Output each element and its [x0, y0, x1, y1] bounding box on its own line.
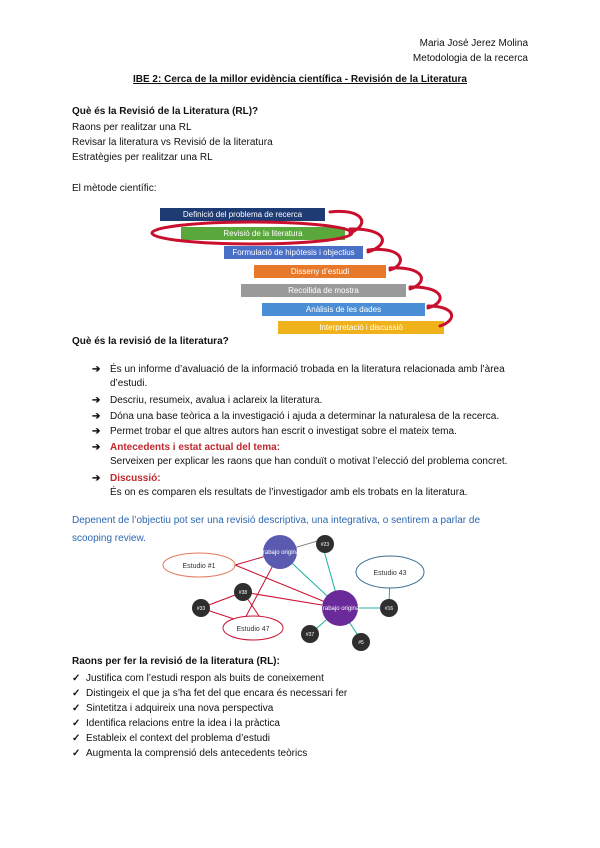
node-label: #38 — [238, 590, 248, 596]
method-step: Revisió de la literatura — [181, 227, 345, 240]
reasons-title: Raons per fer la revisió de la literatura (RL): — [72, 656, 280, 667]
author-block — [413, 36, 528, 66]
intro-item: Raons per realitzar una RL — [72, 122, 192, 133]
bullet-continuation: Serveixen per explicar les raons que han conduït o motivat l’elecció del problema concret. — [110, 456, 508, 467]
method-arrows — [140, 200, 460, 340]
reason-item: ✓ Sintetitza i adquireix una nova perspectiva — [72, 703, 274, 714]
node-label: #33 — [196, 606, 206, 612]
arrow-right-icon: ➔ — [92, 426, 101, 437]
reason-item: ✓ Estableix el context del problema d’estudi — [72, 733, 270, 744]
checkmark-icon: ✓ — [72, 748, 81, 759]
node-label: Trabajo original — [259, 550, 301, 556]
arrow-right-icon: ➔ — [92, 411, 101, 422]
node-label: Estudio #1 — [182, 563, 216, 570]
node-label: Estudio 43 — [373, 570, 407, 577]
arrow-right-icon: ➔ — [92, 364, 101, 375]
reason-item: ✓ Augmenta la comprensió dels antecedents teòrics — [72, 748, 308, 759]
arrow-right-icon: ➔ — [92, 473, 101, 484]
method-step: Definició del problema de recerca — [160, 208, 325, 221]
node-label: Trabajo original — [319, 606, 361, 612]
node-label: #37 — [305, 632, 315, 638]
author-name: Maria José Jerez Molina — [419, 38, 528, 49]
method-step: Disseny d’estudi — [254, 265, 386, 278]
checkmark-icon: ✓ — [72, 733, 81, 744]
document-title: IBE 2: Cerca de la millor evidència científica - Revisión de la Literatura — [132, 74, 467, 85]
arrow-right-icon: ➔ — [92, 395, 101, 406]
definition-bullet: ➔ Discussió: — [92, 473, 161, 484]
reason-item: ✓ Justifica com l’estudi respon als buits de coneixement — [72, 673, 324, 684]
node-label: #16 — [384, 606, 394, 612]
definition-bullet: ➔ Permet trobar el que altres autors han escrit o investigat sobre el mateix tema. — [92, 426, 457, 437]
highlight-ellipse — [152, 222, 352, 244]
checkmark-icon: ✓ — [72, 718, 81, 729]
method-step: Formulació de hipòtesis i objectius — [224, 246, 363, 259]
method-step: Recollida de mostra — [241, 284, 406, 297]
curved-arrow — [428, 306, 452, 326]
checkmark-icon: ✓ — [72, 673, 81, 684]
definition-bullet: ➔ Antecedents i estat actual del tema: — [92, 442, 281, 453]
intro-item: Revisar la literatura vs Revisió de la literatura — [72, 137, 273, 148]
bullet-continuation: És on es comparen els resultats de l’investigador amb els trobats en la literatura. — [110, 487, 468, 498]
reason-item: ✓ Distingeix el que ja s’ha fet del que encara és necessari fer — [72, 688, 348, 699]
bullet-continuation: d’estudi. — [110, 378, 148, 389]
intro-question: Què és la Revisió de la Literatura (RL)? — [72, 106, 259, 117]
method-step: Anàlisis de les dades — [262, 303, 425, 316]
node-label: Estudio 47 — [236, 626, 270, 633]
definition-bullet: ➔ Descriu, resumeix, avalua i aclareix la literatura. — [92, 395, 323, 406]
course-name: Metodologia de la recerca — [412, 53, 528, 64]
node-label: #23 — [320, 542, 330, 548]
reason-item: ✓ Identifica relacions entre la idea i la pràctica — [72, 718, 280, 729]
definition-bullet: ➔ Dóna una base teòrica a la investigació i ajuda a determinar la naturalesa de la recerca. — [92, 411, 500, 422]
definition-bullet: ➔ És un informe d’avaluació de la informació trobada en la literatura relacionada amb l’àrea — [92, 364, 505, 375]
arrow-right-icon: ➔ — [92, 442, 101, 453]
review-types-text: Depenent de l’objectiu pot ser una revisió descriptiva, una integrativa, o sentirem a parlar de scooping review. — [72, 515, 481, 544]
node-label: #5 — [358, 640, 364, 646]
intro-item: Estratègies per realitzar una RL — [72, 152, 213, 163]
checkmark-icon: ✓ — [72, 703, 81, 714]
method-label: El mètode científic: — [72, 183, 157, 194]
network-diagram — [155, 530, 445, 660]
method-step: Interpretació i discussió — [278, 321, 444, 334]
checkmark-icon: ✓ — [72, 688, 81, 699]
definition-question: Què és la revisió de la literatura? — [72, 336, 229, 347]
